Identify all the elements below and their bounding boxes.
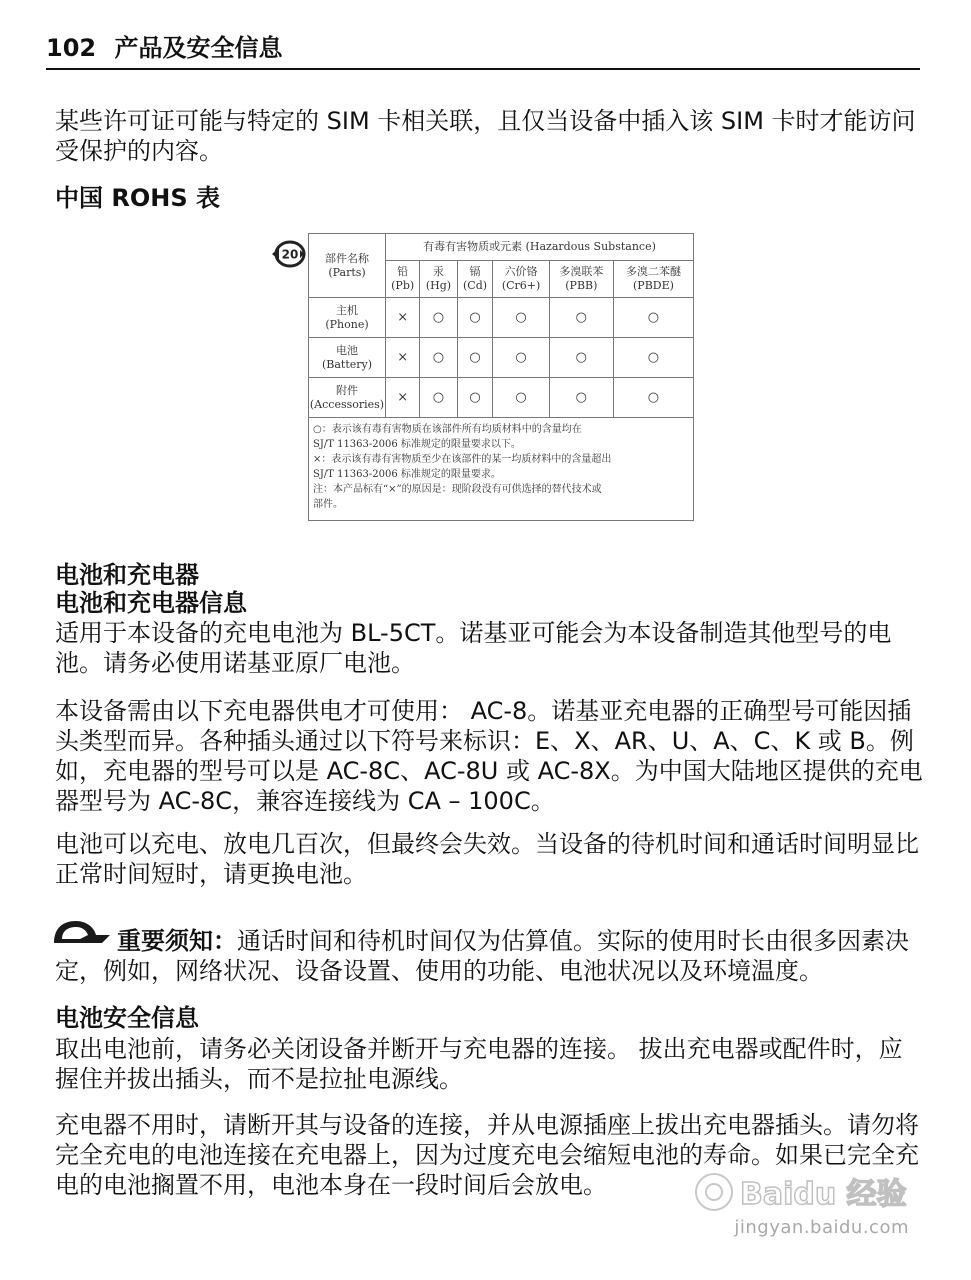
substance-mark: ○ bbox=[493, 378, 549, 418]
note-line: ×：表示该有毒有害物质至少在该部件的某一均质材料中的含量超出 bbox=[313, 454, 612, 465]
substance-mark: ○ bbox=[457, 338, 493, 378]
note-line: SJ/T 11363-2006 标准规定的限量要求。 bbox=[313, 469, 501, 480]
table-row bbox=[309, 298, 694, 338]
substance-mark: ○ bbox=[493, 298, 549, 338]
note-line: SJ/T 11363-2006 标准规定的限量要求以下。 bbox=[313, 439, 521, 450]
substance-mark: ○ bbox=[549, 338, 613, 378]
substance-mark: ○ bbox=[420, 338, 457, 378]
note-line: ○：表示该有毒有害物质在该部件所有均质材料中的含量均在 bbox=[313, 424, 582, 435]
important-notice bbox=[55, 926, 925, 986]
substance-column-header: 铅 (Pb) bbox=[386, 261, 420, 298]
battery-info-heading: 电池和充电器信息 bbox=[55, 589, 247, 617]
rohs-notes bbox=[309, 418, 694, 521]
substance-column-header: 汞 (Hg) bbox=[420, 261, 457, 298]
intro-paragraph: 某些许可证可能与特定的 SIM 卡相关联，且仅当设备中插入该 SIM 卡时才能访问受保护的内容。 bbox=[55, 107, 916, 165]
important-text: 通话时间和待机时间仅为估算值。实际的使用时长由很多因素决定，例如，网络状况、设备设置、使用的功能、电池状况以及环境温度。 bbox=[55, 927, 909, 985]
part-name: 电池 (Battery) bbox=[309, 338, 386, 378]
table-row bbox=[309, 378, 694, 418]
battery-heading: 电池和充电器 bbox=[55, 561, 199, 589]
page-number: 102 bbox=[46, 34, 97, 62]
substance-mark: ○ bbox=[457, 378, 493, 418]
section-title: 产品及安全信息 bbox=[114, 34, 283, 62]
logo-number: 20 bbox=[281, 247, 299, 262]
substance-column-header: 多溴二苯醚 (PBDE) bbox=[613, 261, 693, 298]
rohs-heading: 中国 ROHS 表 bbox=[55, 184, 220, 212]
table-row bbox=[309, 338, 694, 378]
note-line: 注：本产品标有“×”的原因是：现阶段没有可供选择的替代技术或 bbox=[313, 484, 602, 495]
substance-mark: ○ bbox=[549, 298, 613, 338]
substance-column-header: 镉 (Cd) bbox=[457, 261, 493, 298]
part-name: 附件 (Accessories) bbox=[309, 378, 386, 418]
watermark-text: Baidu 经验 bbox=[740, 1177, 907, 1212]
rohs-table bbox=[308, 233, 694, 521]
substance-column-header: 六价铬 (Cr6+) bbox=[493, 261, 549, 298]
battery-type-paragraph: 适用于本设备的充电电池为 BL-5CT。诺基亚可能会为本设备制造其他型号的电池。请务必使用诺基亚原厂电池。 bbox=[55, 619, 892, 677]
substance-mark: ○ bbox=[420, 378, 457, 418]
safety-heading: 电池安全信息 bbox=[55, 1004, 199, 1032]
substance-mark: × bbox=[386, 298, 420, 338]
important-label: 重要须知： bbox=[117, 927, 237, 955]
substance-mark: × bbox=[386, 338, 420, 378]
substance-column-header: 多溴联苯 (PBB) bbox=[549, 261, 613, 298]
substance-mark: ○ bbox=[613, 298, 693, 338]
substance-mark: ○ bbox=[549, 378, 613, 418]
substance-mark: ○ bbox=[457, 298, 493, 338]
rohs-figure bbox=[265, 228, 705, 538]
part-name: 主机 (Phone) bbox=[309, 298, 386, 338]
charger-paragraph: 本设备需由以下充电器供电才可使用： AC-8。诺基亚充电器的正确型号可能因插头类型而异。各种插头通过以下符号来标识：E、X、AR、U、A、C、K 或 B。例如，充电器的型号可以是 AC-8C、AC-8U 或 AC-8X。为中国大陆地区提供的充电器型号为 AC-8C，兼容连接线为 CA – 100C。 bbox=[55, 697, 923, 815]
substance-mark: ○ bbox=[493, 338, 549, 378]
note-line: 部件。 bbox=[313, 499, 343, 510]
substance-mark: ○ bbox=[420, 298, 457, 338]
unplug-paragraph: 充电器不用时，请断开其与设备的连接，并从电源插座上拔出充电器插头。请勿将完全充电的电池连接在充电器上，因为过度充电会缩短电池的寿命。如果已完全充电的电池搁置不用，电池本身在一段时间后会放电。 bbox=[55, 1111, 919, 1199]
page-header bbox=[46, 34, 920, 70]
parts-header: 部件名称 (Parts) bbox=[309, 234, 386, 298]
substance-mark: ○ bbox=[613, 338, 693, 378]
charge-cycles-paragraph: 电池可以充电、放电几百次，但最终会失效。当设备的待机时间和通话时间明显比正常时间短时，请更换电池。 bbox=[55, 830, 919, 888]
substance-mark: × bbox=[386, 378, 420, 418]
remove-battery-paragraph: 取出电池前，请务必关闭设备并断开与充电器的连接。 拔出充电器或配件时，应握住并拔出插头，而不是拉扯电源线。 bbox=[55, 1035, 903, 1093]
substance-header: 有毒有害物质或元素 (Hazardous Substance) bbox=[386, 234, 694, 261]
substance-mark: ○ bbox=[613, 378, 693, 418]
environmental-protection-logo-icon bbox=[269, 239, 307, 269]
watermark-url: jingyan.baidu.com bbox=[734, 1217, 909, 1238]
